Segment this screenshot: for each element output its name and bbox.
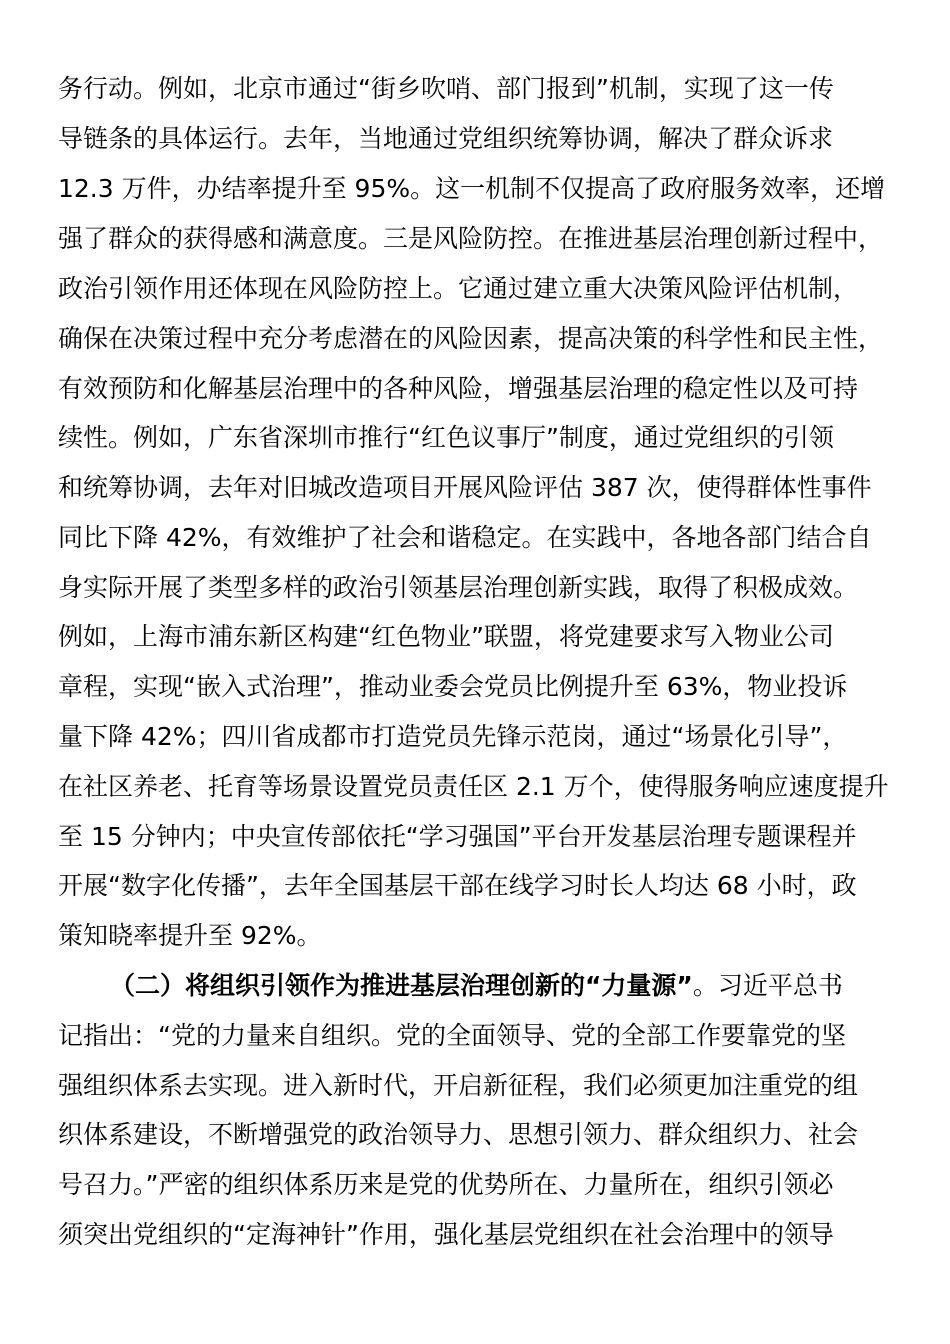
text-line-11: 身实际开展了类型多样的政治引领基层治理创新实践，取得了积极成效。 <box>58 573 859 602</box>
text-line-3: 12.3 万件，办结率提升至 95%。这一机制不仅提高了政府服务效率，还增 <box>58 174 886 203</box>
text-line-6: 确保在决策过程中充分考虑潜在的风险因素，提高决策的科学性和民主性， <box>58 324 884 353</box>
text-line-1: 务行动。例如，北京市通过“街乡吹哨、部门报到”机制，实现了这一传 <box>58 74 834 103</box>
text-line-12: 例如，上海市浦东新区构建“红色物业”联盟，将党建要求写入物业公司 <box>58 622 834 651</box>
text-line-15: 在社区养老、托育等场景设置党员责任区 2.1 万个，使得服务响应速度提升 <box>58 772 889 801</box>
section-heading-rest: 。习近平总书 <box>692 971 843 1000</box>
text-line-4: 强了群众的获得感和满意度。三是风险防控。在推进基层治理创新过程中， <box>58 224 884 253</box>
text-line-17: 开展“数字化传播”，去年全国基层干部在线学习时长人均达 68 小时，政 <box>58 871 857 900</box>
text-line-18: 策知晓率提升至 92%。 <box>58 921 322 950</box>
text-line-8: 续性。例如，广东省深圳市推行“红色议事厅”制度，通过党组织的引领 <box>58 423 834 452</box>
text-line-2: 导链条的具体运行。去年，当地通过党组织统筹协调，解决了群众诉求 <box>58 124 834 153</box>
text-line-10: 同比下降 42%，有效维护了社会和谐稳定。在实践中，各地各部门结合自 <box>58 523 872 552</box>
section-heading: （二）将组织引领作为推进基层治理创新的“力量源” <box>110 971 693 1000</box>
text-line-9: 和统筹协调，去年对旧城改造项目开展风险评估 387 次，使得群体性事件 <box>58 473 872 502</box>
text-line-14: 量下降 42%；四川省成都市打造党员先锋示范岗，通过“场景化引导”， <box>58 722 848 751</box>
section-heading-line <box>110 966 910 1006</box>
text-line-13: 章程，实现“嵌入式治理”，推动业委会党员比例提升至 63%，物业投诉 <box>58 672 848 701</box>
text-line-7: 有效预防和化解基层治理中的各种风险，增强基层治理的稳定性以及可持 <box>58 374 859 403</box>
text-line-21: 织体系建设，不断增强党的政治领导力、思想引领力、群众组织力、社会 <box>58 1120 859 1149</box>
text-line-23: 须突出党组织的“定海神针”作用，强化基层党组织在社会治理中的领导 <box>58 1220 834 1249</box>
text-line-22: 号召力。”严密的组织体系历来是党的优势所在、力量所在，组织引领必 <box>58 1170 834 1199</box>
text-line-20: 强组织体系去实现。进入新时代，开启新征程，我们必须更加注重党的组 <box>58 1071 859 1100</box>
text-line-5: 政治引领作用还体现在风险防控上。它通过建立重大决策风险评估机制， <box>58 274 859 303</box>
text-line-16: 至 15 分钟内；中央宣传部依托“学习强国”平台开发基层治理专题课程并 <box>58 822 857 851</box>
text-line-19: 记指出：“党的力量来自组织。党的全面领导、党的全部工作要靠党的坚 <box>58 1021 846 1050</box>
